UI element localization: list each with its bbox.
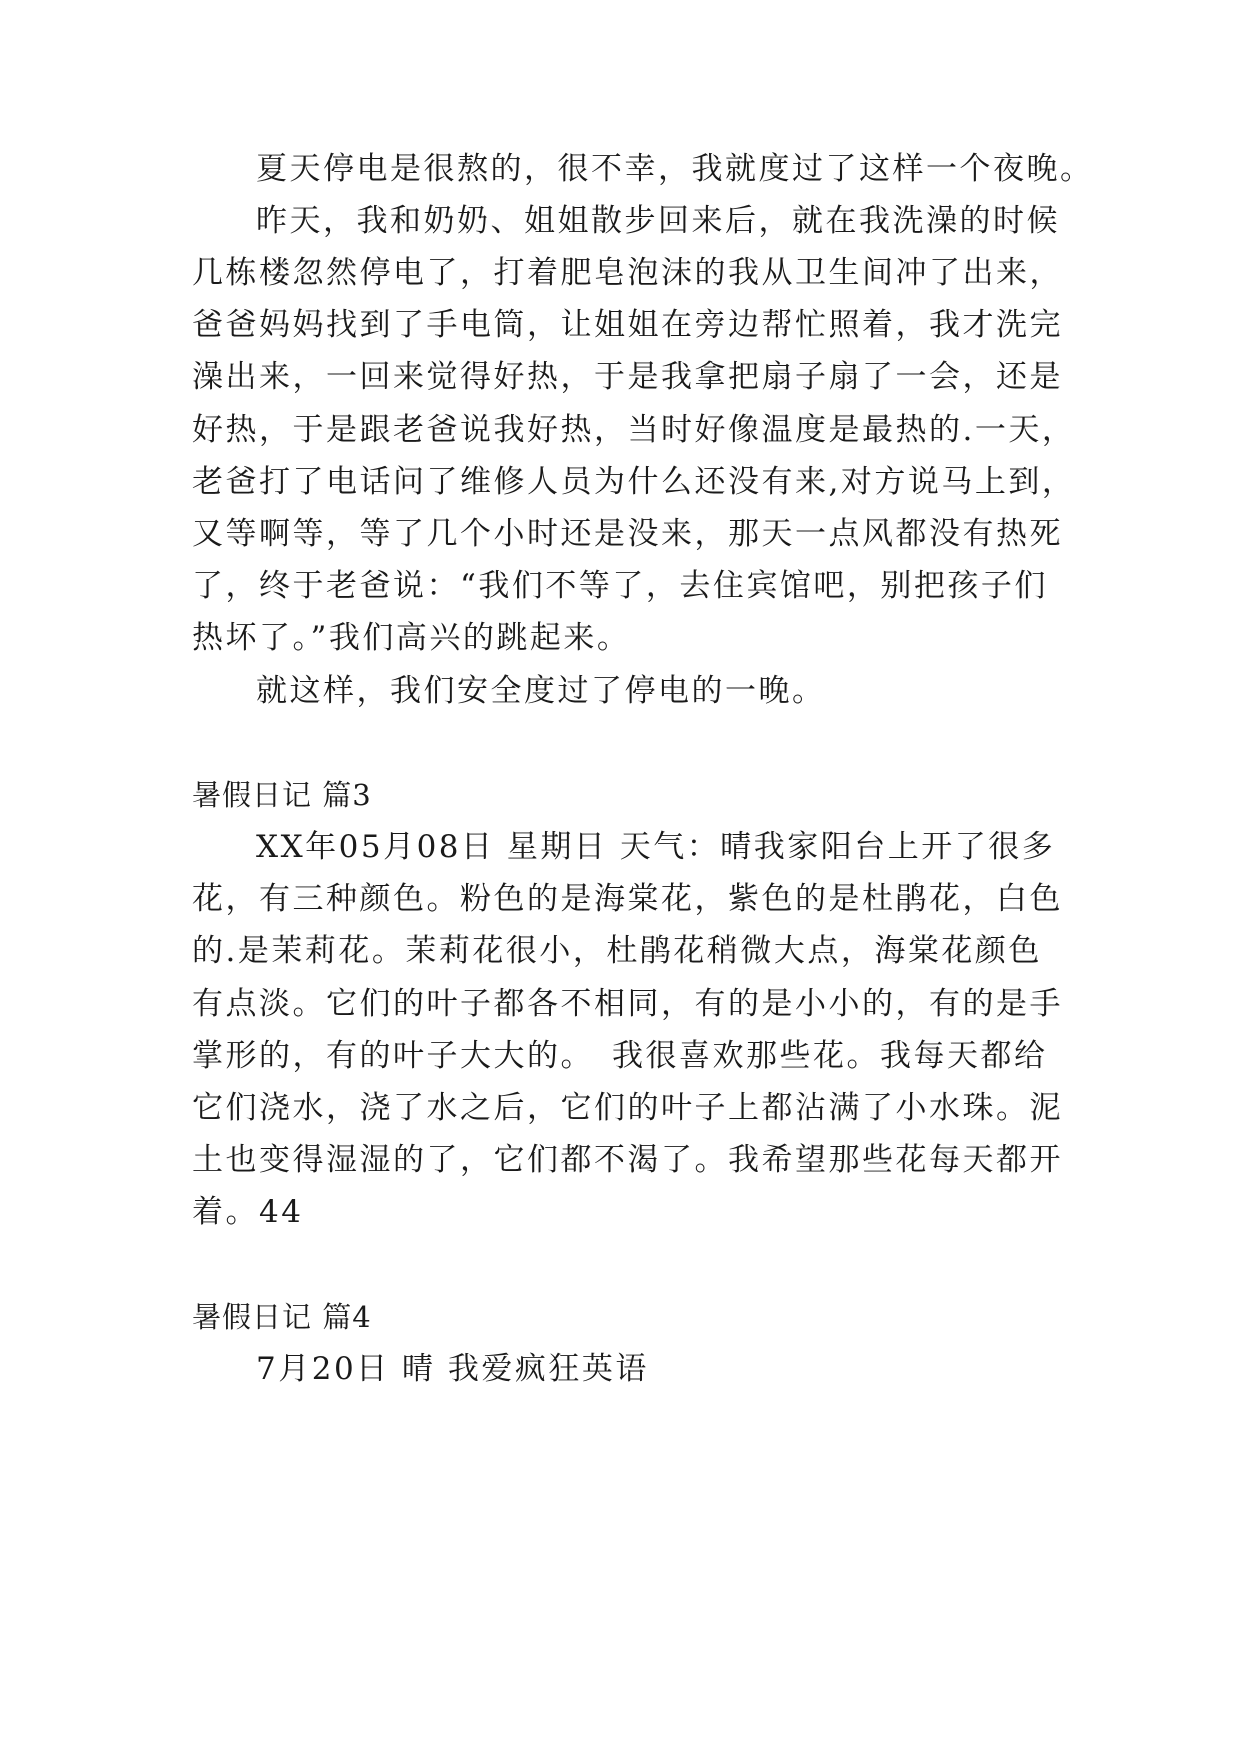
section-heading: 暑假日记 篇3 — [192, 778, 372, 812]
paragraph-line: 又等啊等，等了几个小时还是没来，那天一点风都没有热死 — [192, 516, 1063, 552]
paragraph-line: 热坏了。”我们高兴的跳起来。 — [192, 620, 631, 656]
paragraph-line: 好热，于是跟老爸说我好热，当时好像温度是最热的.一天， — [192, 412, 1076, 448]
section-heading: 暑假日记 篇4 — [192, 1300, 372, 1334]
paragraph-line: 夏天停电是很熬的，很不幸，我就度过了这样一个夜晚。 — [256, 151, 1094, 187]
paragraph-line: 有点淡。它们的叶子都各不相同，有的是小小的，有的是手 — [192, 986, 1063, 1022]
paragraph-line: 昨天，我和奶奶、姐姐散步回来后，就在我洗澡的时候 — [256, 203, 1060, 239]
paragraph-line: 的.是茉莉花。茉莉花很小，杜鹃花稍微大点，海棠花颜色 — [192, 933, 1042, 969]
paragraph-line: 掌形的，有的叶子大大的。 我很喜欢那些花。我每天都给 — [192, 1038, 1048, 1074]
paragraph-line: XX年05月08日 星期日 天气：晴我家阳台上开了很多 — [256, 829, 1056, 865]
paragraph-line: 几栋楼忽然停电了，打着肥皂泡沫的我从卫生间冲了出来， — [192, 255, 1063, 291]
paragraph-line: 老爸打了电话问了维修人员为什么还没有来,对方说马上到， — [192, 464, 1076, 500]
paragraph-line: 爸爸妈妈找到了手电筒，让姐姐在旁边帮忙照着，我才洗完 — [192, 307, 1063, 343]
paragraph-line: 它们浇水，浇了水之后，它们的叶子上都沾满了小水珠。泥 — [192, 1090, 1063, 1126]
paragraph-line: 花，有三种颜色。粉色的是海棠花，紫色的是杜鹃花，白色 — [192, 881, 1063, 917]
paragraph-line: 了，终于老爸说：“我们不等了，去住宾馆吧，别把孩子们 — [192, 568, 1048, 604]
paragraph-line: 7月20日 晴 我爱疯狂英语 — [256, 1351, 649, 1387]
paragraph-line: 土也变得湿湿的了，它们都不渴了。我希望那些花每天都开 — [192, 1142, 1063, 1178]
paragraph-line: 着。44 — [192, 1194, 304, 1230]
paragraph-line: 澡出来，一回来觉得好热，于是我拿把扇子扇了一会，还是 — [192, 359, 1063, 395]
paragraph-line: 就这样，我们安全度过了停电的一晚。 — [256, 673, 826, 709]
